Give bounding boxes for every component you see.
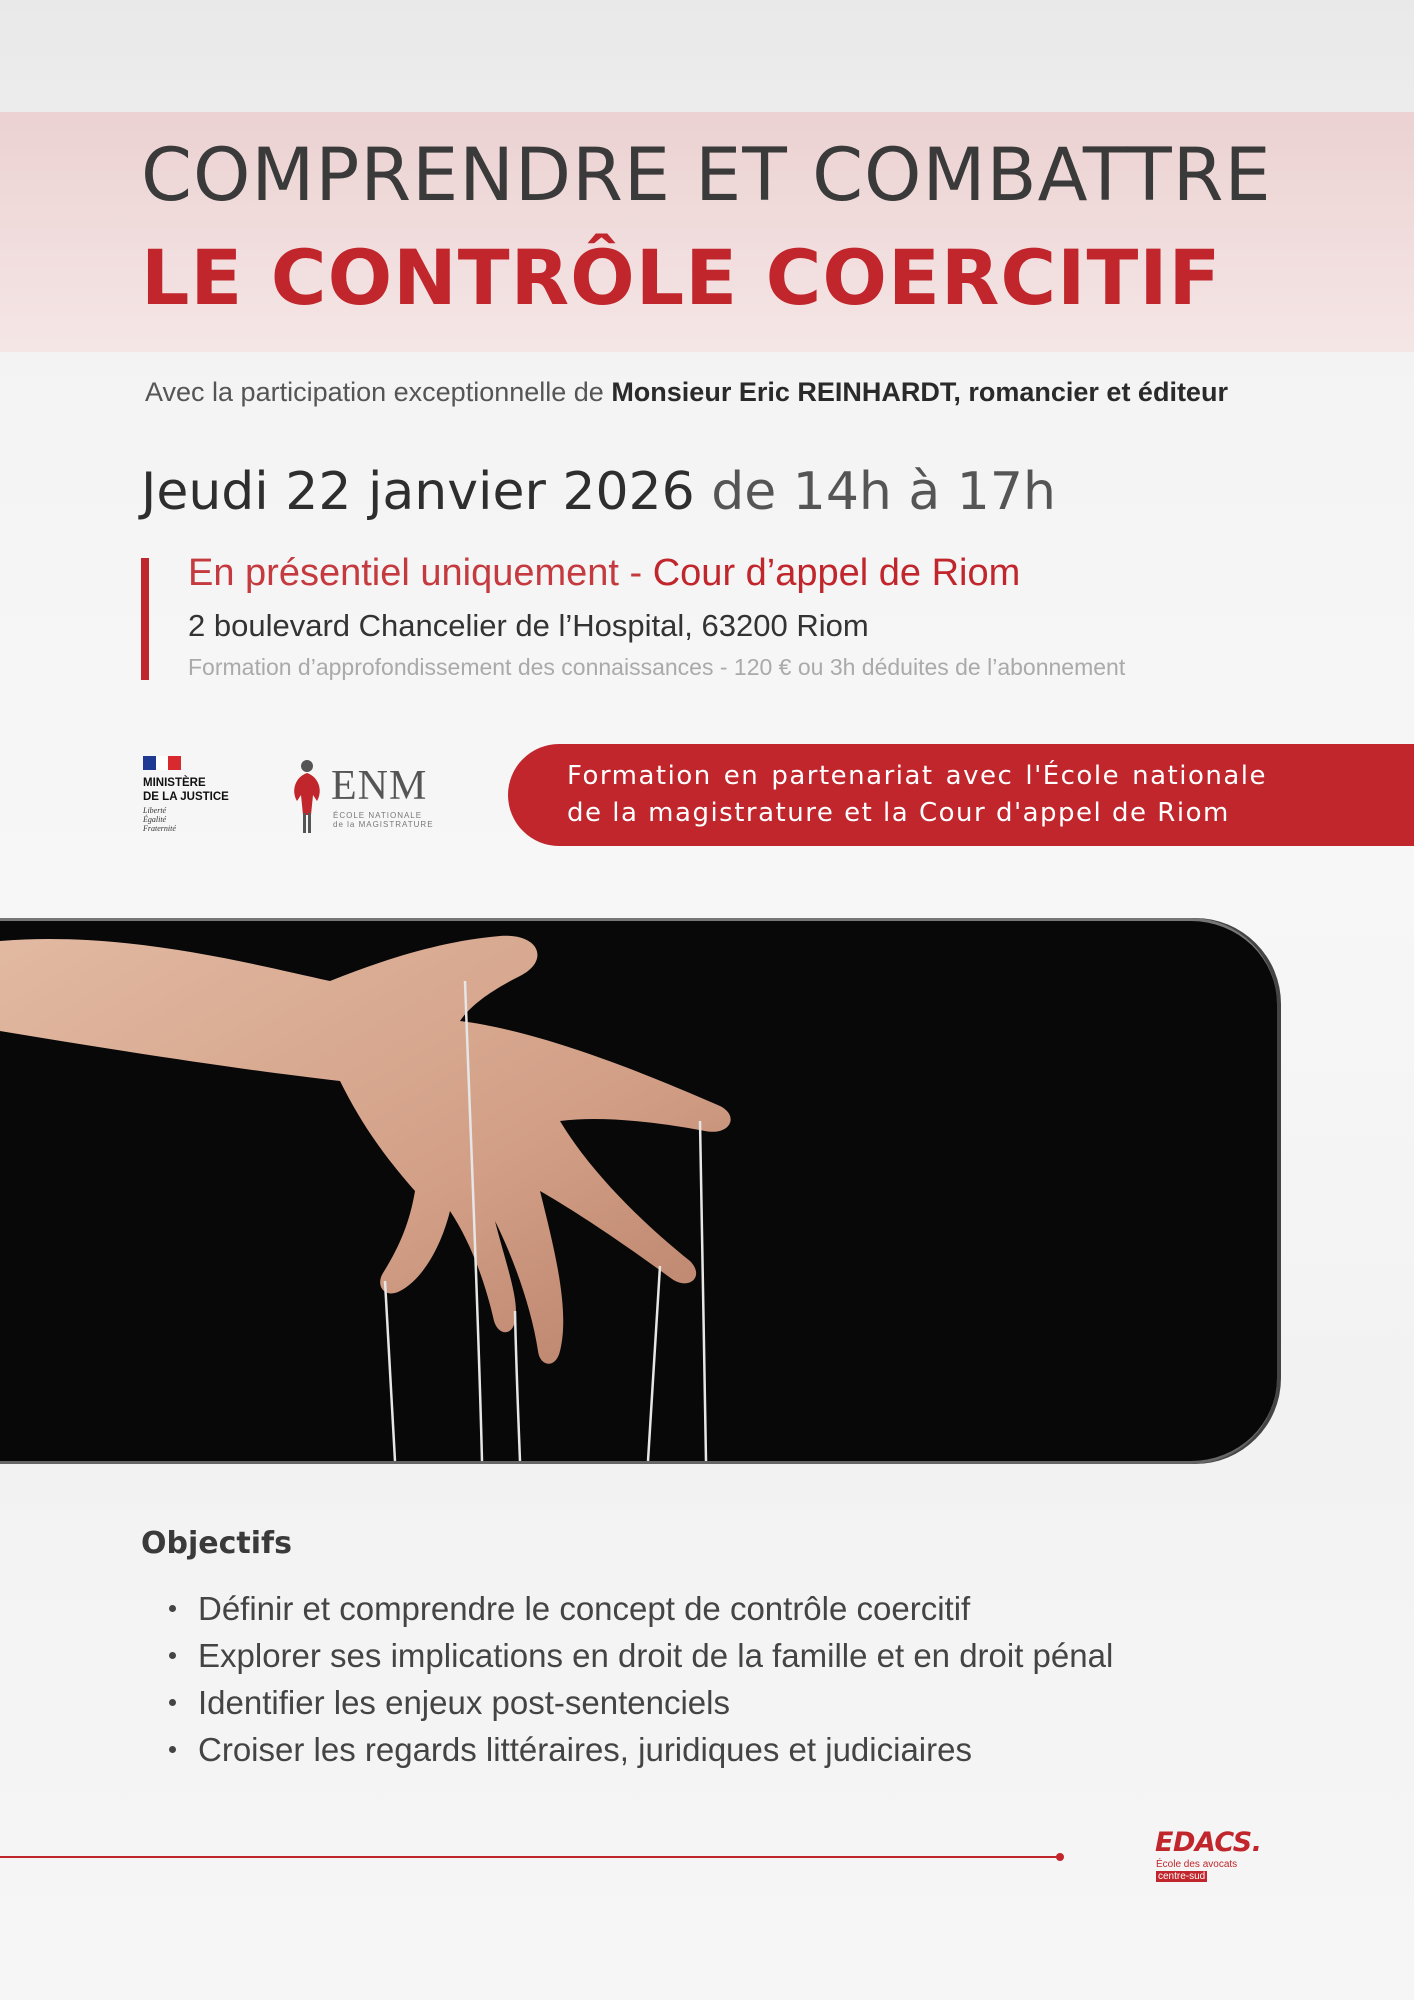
bullet-icon: [169, 1652, 176, 1659]
enm-figure-icon: [287, 757, 327, 837]
objective-item: Définir et comprendre le concept de contrôle coercitif: [163, 1585, 1263, 1632]
ministry-justice-logo: [143, 756, 263, 836]
event-mode-line: [188, 552, 1388, 595]
edacs-subtitle: École des avocats: [1156, 1859, 1238, 1870]
bullet-icon: [169, 1605, 176, 1612]
french-flag-icon: [143, 756, 181, 770]
objective-item: Explorer ses implications en droit de la famille et en droit pénal: [163, 1632, 1263, 1679]
event-venue: Cour d’appel de Riom: [652, 552, 1021, 594]
title-line-1: COMPRENDRE ET COMBATTRE: [141, 133, 1272, 218]
hand-with-strings-illustration: [0, 921, 1277, 1461]
info-accent-bar: [141, 558, 149, 680]
event-mode: En présentiel uniquement -: [188, 552, 653, 594]
participation-intro: Avec la participation exceptionnelle de: [145, 377, 612, 407]
enm-subtitle: ÉCOLE NATIONALE de la MAGISTRATURE: [333, 811, 434, 829]
footer-divider-dot: [1056, 1853, 1064, 1861]
hand-puppet-photo: [0, 918, 1277, 1464]
objective-item: Identifier les enjeux post-sentenciels: [163, 1679, 1263, 1726]
ministry-motto: Liberté Égalité Fraternité: [143, 806, 176, 833]
bullet-icon: [169, 1746, 176, 1753]
enm-name: ENM: [331, 763, 428, 809]
title-line-2: LE CONTRÔLE COERCITIF: [141, 233, 1222, 322]
bullet-icon: [169, 1699, 176, 1706]
enm-logo: [287, 755, 457, 840]
edacs-region: centre-sud: [1158, 1871, 1206, 1882]
guest-name: Monsieur Eric REINHARDT, romancier et éditeur: [611, 377, 1228, 407]
partnership-text: Formation en partenariat avec l'École nationale de la magistrature et la Cour d'appel de Riom: [567, 761, 1267, 828]
event-date-line: [141, 462, 1401, 522]
event-price-note: Formation d’approfondissement des connaissances - 120 € ou 3h déduites de l’abonnement: [188, 654, 1126, 680]
event-address: 2 boulevard Chancelier de l’Hospital, 63200 Riom: [188, 608, 869, 643]
objective-item: Croiser les regards littéraires, juridiques et judiciaires: [163, 1726, 1263, 1773]
event-time: de 14h à 17h: [694, 462, 1056, 522]
participation-line: [145, 377, 1405, 408]
edacs-logo: [1155, 1828, 1275, 1888]
objectives-list: [163, 1585, 1263, 1773]
ministry-name: MINISTÈRE DE LA JUSTICE: [143, 777, 229, 803]
event-date: Jeudi 22 janvier 2026: [141, 462, 695, 522]
edacs-name: EDACS.: [1155, 1827, 1262, 1858]
footer-divider: [0, 1856, 1058, 1858]
objectives-title: Objectifs: [141, 1526, 292, 1561]
